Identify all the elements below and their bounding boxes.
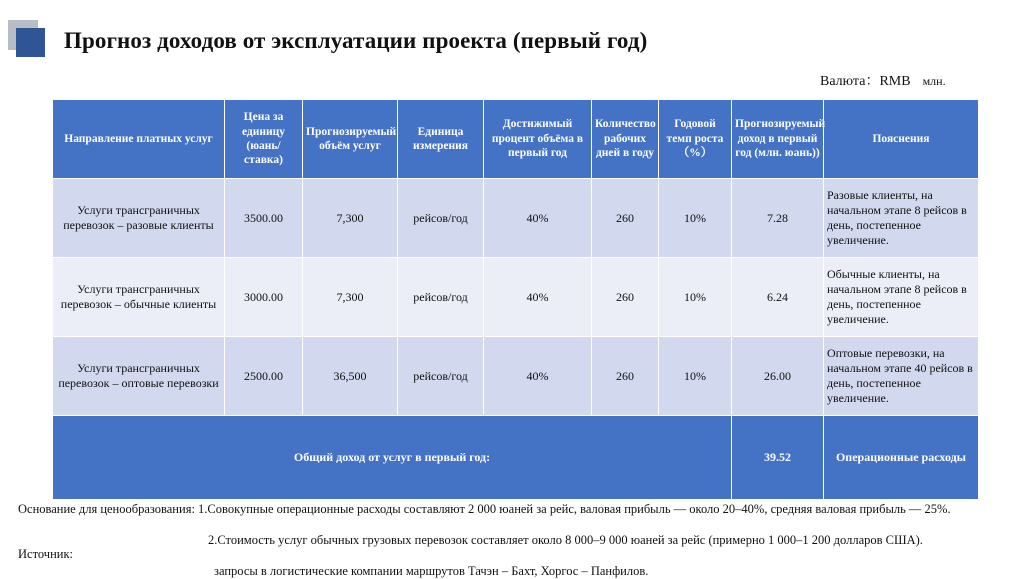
service-cell: Услуги трансграничных перевозок – обычные клиенты	[53, 258, 225, 337]
growth-cell: 10%	[659, 179, 732, 258]
header-cell: Направление платных услуг	[53, 100, 225, 179]
header-cell: Прогнозируемый доход в первый год (млн. юань))	[732, 100, 824, 179]
currency-label	[820, 70, 946, 90]
unit-cell: рейсов/год	[398, 179, 484, 258]
total-label-cell: Общий доход от услуг в первый год:	[53, 416, 732, 500]
pricing-basis-line-1: Основание для ценообразования: 1.Совокупные операционные расходы составляют 2 000 юаней за рейс, валовая прибыль — около 20–40%, средняя валовая прибыль — 25%.	[18, 502, 951, 516]
pricing-basis-line-2: 2.Стоимость услуг обычных грузовых перевозок составляет около 8 000–9 000 юаней за рейс (примерно 1 000–1 200 долларов США).	[208, 533, 923, 547]
pricing-basis-notes	[18, 502, 1008, 578]
header-cell: Прогнозируемый объём услуг	[303, 100, 398, 179]
income-forecast-table	[52, 99, 979, 500]
growth-cell: 10%	[659, 337, 732, 416]
percent-cell: 40%	[484, 179, 592, 258]
note-cell: Оптовые перевозки, на начальном этапе 40 рейсов в день, постепенное увеличение.	[824, 337, 979, 416]
service-cell: Услуги трансграничных перевозок – разовые клиенты	[53, 179, 225, 258]
days-cell: 260	[592, 337, 659, 416]
table-row	[53, 179, 979, 258]
table-row	[53, 337, 979, 416]
header-cell: Единица измерения	[398, 100, 484, 179]
growth-cell: 10%	[659, 258, 732, 337]
table-header-row	[53, 100, 979, 179]
header-cell: Цена за единицу (юань/ставка)	[225, 100, 303, 179]
days-cell: 260	[592, 258, 659, 337]
volume-cell: 7,300	[303, 179, 398, 258]
unit-cell: рейсов/год	[398, 258, 484, 337]
volume-cell: 36,500	[303, 337, 398, 416]
table-row	[53, 258, 979, 337]
service-cell: Услуги трансграничных перевозок – оптовые перевозки	[53, 337, 225, 416]
price-cell: 2500.00	[225, 337, 303, 416]
currency-unit: млн.	[922, 74, 946, 88]
header-cell: Годовой темп роста（%）	[659, 100, 732, 179]
percent-cell: 40%	[484, 337, 592, 416]
slide-title: Прогноз доходов от эксплуатации проекта (первый год)	[64, 28, 648, 53]
header-cell: Количество рабочих дней в году	[592, 100, 659, 179]
table-total-row	[53, 416, 979, 500]
income-cell: 7.28	[732, 179, 824, 258]
total-value-cell: 39.52	[732, 416, 824, 500]
currency-text: Валюта：RMB	[820, 74, 911, 89]
price-cell: 3500.00	[225, 179, 303, 258]
income-cell: 26.00	[732, 337, 824, 416]
percent-cell: 40%	[484, 258, 592, 337]
price-cell: 3000.00	[225, 258, 303, 337]
volume-cell: 7,300	[303, 258, 398, 337]
source-text: запросы в логистические компании маршрутов Тачэн – Бахт, Хоргос – Панфилов.	[214, 564, 649, 578]
logo-square-blue	[16, 28, 45, 57]
source-label: Источник:	[18, 547, 74, 561]
total-note-cell: Операционные расходы	[824, 416, 979, 500]
unit-cell: рейсов/год	[398, 337, 484, 416]
income-cell: 6.24	[732, 258, 824, 337]
header-cell: Пояснения	[824, 100, 979, 179]
note-cell: Разовые клиенты, на начальном этапе 8 рейсов в день, постепенное увеличение.	[824, 179, 979, 258]
note-cell: Обычные клиенты, на начальном этапе 8 рейсов в день, постепенное увеличение.	[824, 258, 979, 337]
header-cell: Достижимый процент объёма в первый год	[484, 100, 592, 179]
days-cell: 260	[592, 179, 659, 258]
